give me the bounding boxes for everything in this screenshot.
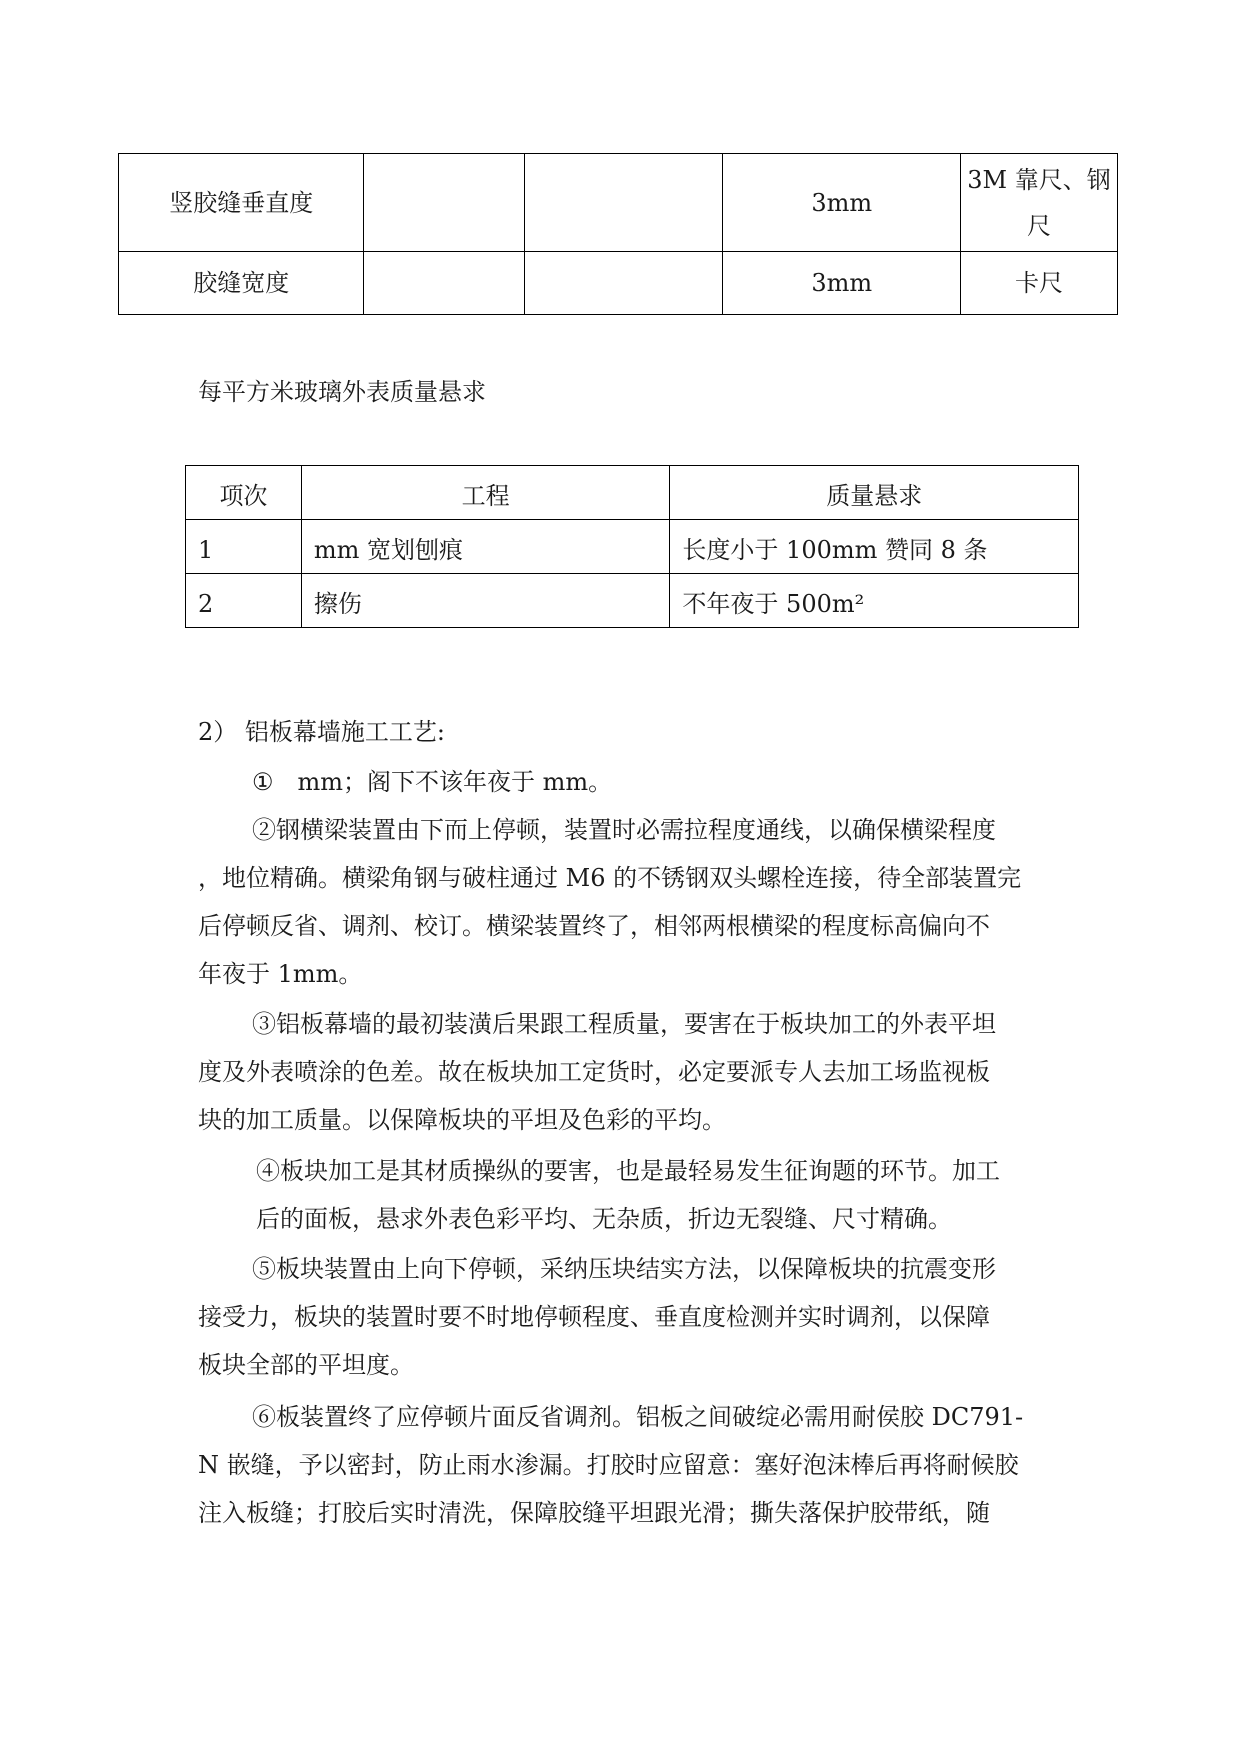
paragraph-2: [198, 806, 1058, 998]
table-cell-empty: [525, 252, 723, 315]
paragraph-line: 注入板缝；打胶后实时清洗，保障胶缝平坦跟光滑；撕失落保护胶带纸，随: [198, 1499, 990, 1527]
paragraph-line: ③铝板幕墙的最初装潢后果跟工程质量，要害在于板块加工的外表平坦: [252, 1010, 996, 1038]
table-cell-item: 竖胶缝垂直度: [119, 154, 364, 252]
paragraph-line: ① mm；阁下不该年夜于 mm。: [252, 768, 613, 796]
table-cell: mm 宽划刨痕: [301, 520, 670, 574]
table-row: [119, 252, 1118, 315]
table-cell: 1: [186, 520, 302, 574]
header-cell: 质量悬求: [670, 466, 1079, 520]
table-caption: 每平方米玻璃外表质量悬求: [198, 378, 486, 406]
table-cell-empty: [525, 154, 723, 252]
table-row: [119, 154, 1118, 252]
paragraph-line: ，地位精确。横梁角钢与破柱通过 M6 的不锈钢双头螺栓连接，待全部装置完: [198, 864, 1022, 892]
paragraph-line: 年夜于 1mm。: [198, 960, 363, 988]
header-cell: 工程: [301, 466, 670, 520]
table-cell-item: 胶缝宽度: [119, 252, 364, 315]
header-cell: 项次: [186, 466, 302, 520]
table-row: [186, 574, 1079, 628]
table-cell-empty: [364, 252, 525, 315]
paragraph-5: [198, 1245, 1058, 1389]
paragraph-line: 块的加工质量。以保障板块的平坦及色彩的平均。: [198, 1106, 726, 1134]
paragraph-3: [198, 1000, 1058, 1144]
paragraph-6: [198, 1393, 1058, 1537]
method-line: 尺: [1027, 211, 1051, 240]
table-cell-empty: [364, 154, 525, 252]
glass-quality-table: [185, 465, 1079, 628]
paragraph-line: ②钢横梁装置由下而上停顿，装置时必需拉程度通线，以确保横梁程度: [252, 816, 996, 844]
section-heading: 2） 铝板幕墙施工工艺:: [198, 718, 445, 746]
table-cell-method: [961, 154, 1118, 252]
paragraph-1: [198, 758, 1058, 806]
table-cell-method: 卡尺: [961, 252, 1118, 315]
tolerance-table: [118, 153, 1118, 315]
table-cell: 不年夜于 500m²: [670, 574, 1079, 628]
paragraph-line: 后的面板，悬求外表色彩平均、无杂质，折边无裂缝、尺寸精确。: [256, 1205, 952, 1233]
paragraph-line: 板块全部的平坦度。: [198, 1351, 414, 1379]
table-cell-tolerance: 3mm: [723, 252, 961, 315]
paragraph-line: 后停顿反省、调剂、校订。横梁装置终了，相邻两根横梁的程度标高偏向不: [198, 912, 990, 940]
table-cell: 擦伤: [301, 574, 670, 628]
method-line: 3M 靠尺、钢: [967, 165, 1111, 194]
table-cell: 长度小于 100mm 赞同 8 条: [670, 520, 1079, 574]
table-row: [186, 520, 1079, 574]
paragraph-4: [256, 1147, 1116, 1243]
table-header-row: [186, 466, 1079, 520]
table-cell: 2: [186, 574, 302, 628]
paragraph-line: 度及外表喷涂的色差。故在板块加工定货时，必定要派专人去加工场监视板: [198, 1058, 990, 1086]
paragraph-line: N 嵌缝，予以密封，防止雨水渗漏。打胶时应留意：塞好泡沫棒后再将耐候胶: [198, 1451, 1019, 1479]
paragraph-line: ④板块加工是其材质操纵的要害，也是最轻易发生征询题的环节。加工: [256, 1157, 1000, 1185]
paragraph-line: 接受力，板块的装置时要不时地停顿程度、垂直度检测并实时调剂，以保障: [198, 1303, 990, 1331]
paragraph-line: ⑤板块装置由上向下停顿，采纳压块结实方法，以保障板块的抗震变形: [252, 1255, 996, 1283]
paragraph-line: ⑥板装置终了应停顿片面反省调剂。铝板之间破绽必需用耐侯胶 DC791-: [252, 1403, 1024, 1431]
table-cell-tolerance: 3mm: [723, 154, 961, 252]
